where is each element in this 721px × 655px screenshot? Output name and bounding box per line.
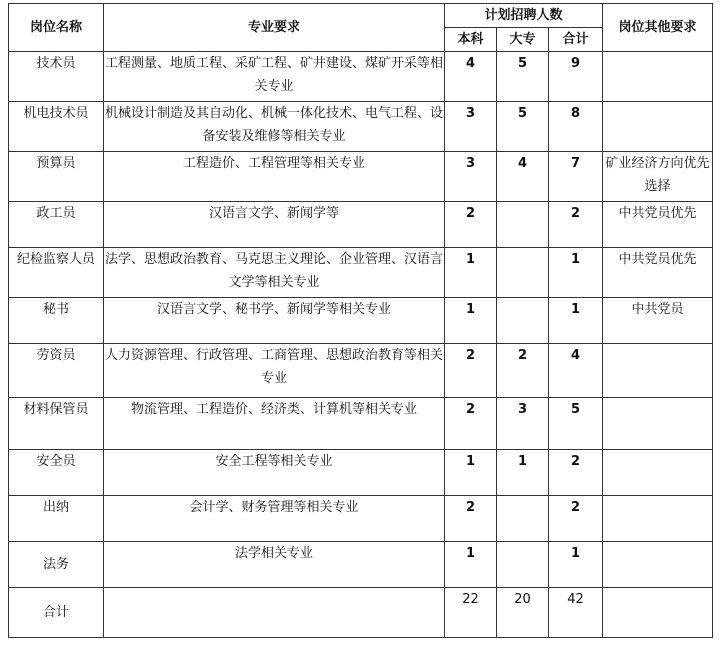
total-bachelor: 22 (445, 588, 497, 638)
subtotal-count: 2 (549, 202, 603, 248)
requirement-text: 法学相关专业 (104, 542, 445, 588)
bachelor-count: 1 (445, 248, 497, 298)
position-name: 材料保管员 (9, 398, 104, 450)
subtotal-count: 9 (549, 52, 603, 102)
college-count: 5 (497, 52, 549, 102)
total-other-empty (603, 588, 713, 638)
total-requirement-empty (104, 588, 445, 638)
position-name: 出纳 (9, 496, 104, 542)
requirement-text: 物流管理、工程造价、经济类、计算机等相关专业 (104, 398, 445, 450)
bachelor-count: 2 (445, 496, 497, 542)
table-row (9, 450, 713, 496)
position-name: 安全员 (9, 450, 104, 496)
bachelor-count: 1 (445, 298, 497, 344)
bachelor-count: 4 (445, 52, 497, 102)
other-requirement (603, 102, 713, 152)
table-row (9, 52, 713, 102)
subtotal-count: 2 (549, 450, 603, 496)
bachelor-count: 1 (445, 542, 497, 588)
college-count: 1 (497, 450, 549, 496)
other-requirement: 中共党员 (603, 298, 713, 344)
total-row (9, 588, 713, 638)
header-plan: 计划招聘人数 (445, 4, 603, 28)
requirement-text: 法学、思想政治教育、马克思主义理论、企业管理、汉语言文学等相关专业 (104, 248, 445, 298)
header-position: 岗位名称 (9, 4, 104, 52)
college-count: 3 (497, 398, 549, 450)
bachelor-count: 1 (445, 450, 497, 496)
requirement-text: 汉语言文学、秘书学、新闻学等相关专业 (104, 298, 445, 344)
header-bachelor: 本科 (445, 28, 497, 52)
header-college: 大专 (497, 28, 549, 52)
total-subtotal: 42 (549, 588, 603, 638)
requirement-text: 机械设计制造及其自动化、机械一体化技术、电气工程、设备安装及维修等相关专业 (104, 102, 445, 152)
subtotal-count: 5 (549, 398, 603, 450)
requirement-text: 工程测量、地质工程、采矿工程、矿井建设、煤矿开采等相关专业 (104, 52, 445, 102)
other-requirement (603, 398, 713, 450)
bachelor-count: 2 (445, 202, 497, 248)
college-count (497, 542, 549, 588)
bachelor-count: 2 (445, 344, 497, 398)
position-name: 纪检监察人员 (9, 248, 104, 298)
subtotal-count: 4 (549, 344, 603, 398)
table-row (9, 248, 713, 298)
position-name: 政工员 (9, 202, 104, 248)
header-other: 岗位其他要求 (603, 4, 713, 52)
position-name: 劳资员 (9, 344, 104, 398)
college-count (497, 496, 549, 542)
position-name: 预算员 (9, 152, 104, 202)
other-requirement (603, 450, 713, 496)
recruitment-table (8, 3, 713, 638)
table-row (9, 298, 713, 344)
subtotal-count: 2 (549, 496, 603, 542)
position-name: 机电技术员 (9, 102, 104, 152)
requirement-text: 安全工程等相关专业 (104, 450, 445, 496)
position-name: 秘书 (9, 298, 104, 344)
other-requirement: 矿业经济方向优先选择 (603, 152, 713, 202)
college-count: 2 (497, 344, 549, 398)
subtotal-count: 7 (549, 152, 603, 202)
table-row (9, 398, 713, 450)
table-row (9, 496, 713, 542)
position-name: 法务 (9, 542, 104, 588)
subtotal-count: 1 (549, 298, 603, 344)
total-college: 20 (497, 588, 549, 638)
college-count (497, 298, 549, 344)
header-subtotal: 合计 (549, 28, 603, 52)
total-label: 合计 (9, 588, 104, 638)
other-requirement: 中共党员优先 (603, 248, 713, 298)
requirement-text: 汉语言文学、新闻学等 (104, 202, 445, 248)
other-requirement (603, 344, 713, 398)
table-row (9, 152, 713, 202)
college-count: 5 (497, 102, 549, 152)
table-row (9, 102, 713, 152)
other-requirement (603, 496, 713, 542)
position-name: 技术员 (9, 52, 104, 102)
subtotal-count: 1 (549, 542, 603, 588)
college-count (497, 248, 549, 298)
subtotal-count: 8 (549, 102, 603, 152)
bachelor-count: 3 (445, 152, 497, 202)
other-requirement (603, 542, 713, 588)
table-row (9, 344, 713, 398)
subtotal-count: 1 (549, 248, 603, 298)
other-requirement: 中共党员优先 (603, 202, 713, 248)
requirement-text: 工程造价、工程管理等相关专业 (104, 152, 445, 202)
table-row (9, 202, 713, 248)
requirement-text: 人力资源管理、行政管理、工商管理、思想政治教育等相关专业 (104, 344, 445, 398)
other-requirement (603, 52, 713, 102)
bachelor-count: 2 (445, 398, 497, 450)
header-requirement: 专业要求 (104, 4, 445, 52)
college-count (497, 202, 549, 248)
college-count: 4 (497, 152, 549, 202)
bachelor-count: 3 (445, 102, 497, 152)
requirement-text: 会计学、财务管理等相关专业 (104, 496, 445, 542)
table-row (9, 542, 713, 588)
